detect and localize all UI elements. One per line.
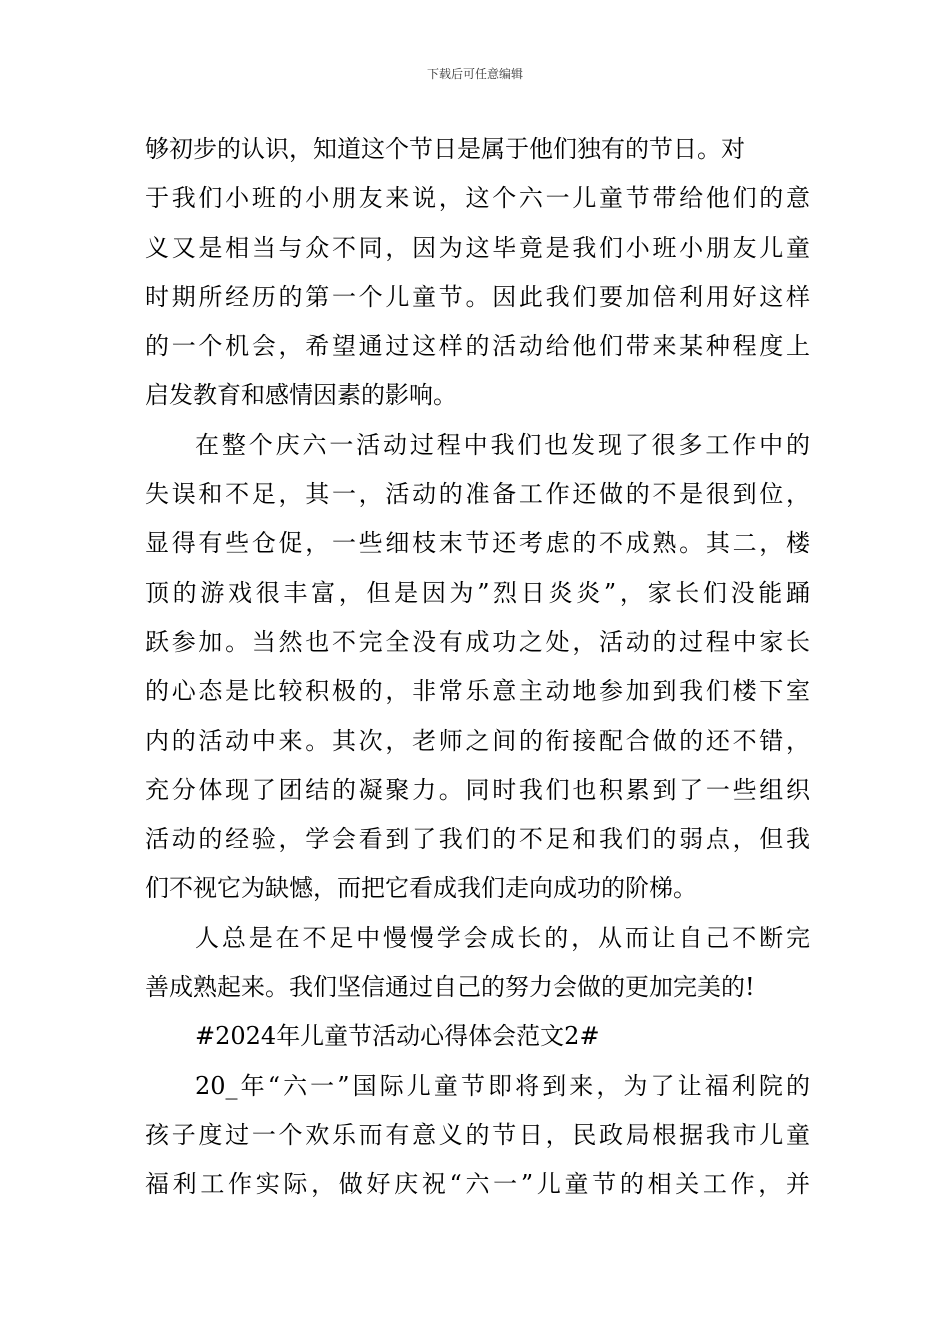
text-line-20: 20_年“六一”国际儿童节即将到来，为了让福利院的 xyxy=(195,1071,810,1100)
text-line-1: 够初步的认识，知道这个节日是属于他们独有的节日。对 xyxy=(145,135,745,163)
text-line-14: 充分体现了团结的凝聚力。同时我们也积累到了一些组织 xyxy=(145,775,810,804)
text-line-18: 善成熟起来。我们坚信通过自己的努力会做的更加完美的! xyxy=(145,973,755,1002)
text-line-10: 顶的游戏很丰富，但是因为”烈日炎炎”，家长们没能踊 xyxy=(145,578,810,607)
text-line-11: 跃参加。当然也不完全没有成功之处，活动的过程中家长 xyxy=(145,627,810,656)
text-line-4: 时期所经历的第一个儿童节。因此我们要加倍利用好这样 xyxy=(145,282,810,311)
text-line-21: 孩子度过一个欢乐而有意义的节日，民政局根据我市儿童 xyxy=(145,1120,810,1149)
text-line-9: 显得有些仓促，一些细枝末节还考虑的不成熟。其二，楼 xyxy=(145,529,810,558)
text-line-12: 的心态是比较积极的，非常乐意主动地参加到我们楼下室 xyxy=(145,677,810,706)
text-line-15: 活动的经验，学会看到了我们的不足和我们的弱点，但我 xyxy=(145,825,810,854)
text-line-17: 人总是在不足中慢慢学会成长的，从而让自己不断完 xyxy=(195,923,810,952)
page-header: 下载后可任意编辑 xyxy=(426,67,523,81)
section-heading: #2024年儿童节活动心得体会范文2# xyxy=(195,1022,600,1051)
text-line-8: 失误和不足，其一，活动的准备工作还做的不是很到位， xyxy=(145,480,810,509)
text-line-3: 义又是相当与众不同，因为这毕竟是我们小班小朋友儿童 xyxy=(145,233,810,262)
document-body xyxy=(145,125,810,1210)
text-line-16: 们不视它为缺憾，而把它看成我们走向成功的阶梯。 xyxy=(145,874,697,903)
text-line-22: 福利工作实际，做好庆祝“六一”儿童节的相关工作，并 xyxy=(145,1170,810,1199)
text-line-2: 于我们小班的小朋友来说，这个六一儿童节带给他们的意 xyxy=(145,184,810,213)
text-line-5: 的一个机会，希望通过这样的活动给他们带来某种程度上 xyxy=(145,332,810,361)
text-line-6: 启发教育和感情因素的影响。 xyxy=(145,381,457,410)
text-line-13: 内的活动中来。其次，老师之间的衔接配合做的还不错， xyxy=(145,726,810,755)
text-line-7: 在整个庆六一活动过程中我们也发现了很多工作中的 xyxy=(195,430,810,459)
